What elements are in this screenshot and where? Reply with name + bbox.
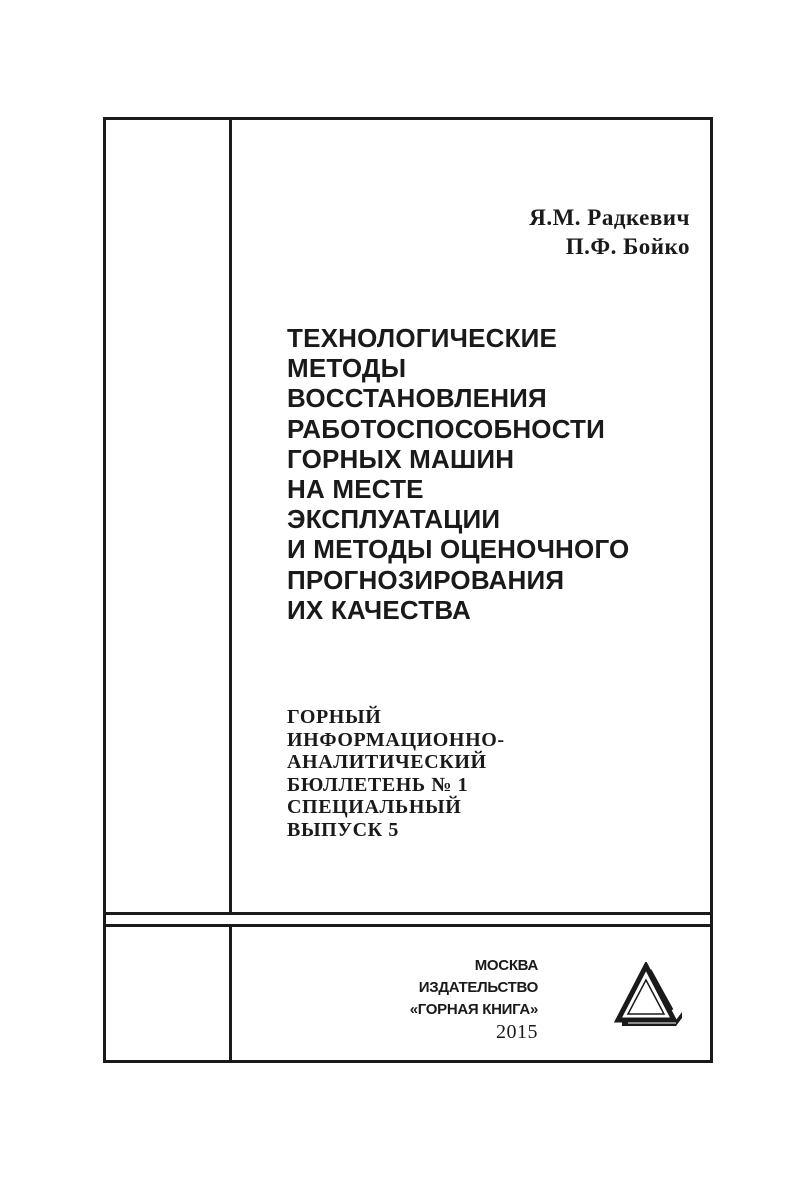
author-name: Я.М. Радкевич [529, 205, 690, 230]
publisher-city: МОСКВА [474, 957, 538, 974]
publisher-name: «ГОРНАЯ КНИГА» [409, 1001, 538, 1018]
series-line: ИНФОРМАЦИОННО- [287, 728, 505, 751]
title-line: ИХ КАЧЕСТВА [287, 594, 471, 625]
book-title [287, 323, 629, 625]
author-name: П.Ф. Бойко [565, 234, 690, 259]
authors [529, 203, 690, 261]
title-line: МЕТОДЫ [287, 353, 407, 384]
series-line: ГОРНЫЙ [287, 706, 382, 728]
horizontal-rule-upper [103, 912, 713, 915]
series-line: АНАЛИТИЧЕСКИЙ [287, 751, 487, 773]
triangle-book-icon [614, 962, 686, 1028]
publisher-label: ИЗДАТЕЛЬСТВО [418, 979, 538, 996]
publication-year: 2015 [496, 1021, 538, 1043]
vertical-rule-bottom [229, 927, 232, 1063]
title-line: И МЕТОДЫ ОЦЕНОЧНОГО [287, 534, 630, 565]
title-line: ГОРНЫХ МАШИН [287, 443, 515, 474]
title-line: НА МЕСТЕ [287, 474, 424, 505]
publisher-block [410, 955, 538, 1043]
series-line: СПЕЦИАЛЬНЫЙ [287, 796, 462, 818]
series-name [287, 706, 505, 841]
series-line: БЮЛЛЕТЕНЬ № 1 [287, 773, 469, 796]
vertical-rule-top [229, 117, 232, 915]
title-line: ТЕХНОЛОГИЧЕСКИЕ [287, 323, 558, 353]
title-line: ВОССТАНОВЛЕНИЯ [287, 383, 547, 414]
title-line: ПРОГНОЗИРОВАНИЯ [287, 564, 565, 595]
title-line: ЭКСПЛУАТАЦИИ [287, 504, 501, 535]
horizontal-rule-lower [103, 924, 713, 927]
title-line: РАБОТОСПОСОБНОСТИ [287, 413, 606, 444]
series-line: ВЫПУСК 5 [287, 818, 399, 841]
